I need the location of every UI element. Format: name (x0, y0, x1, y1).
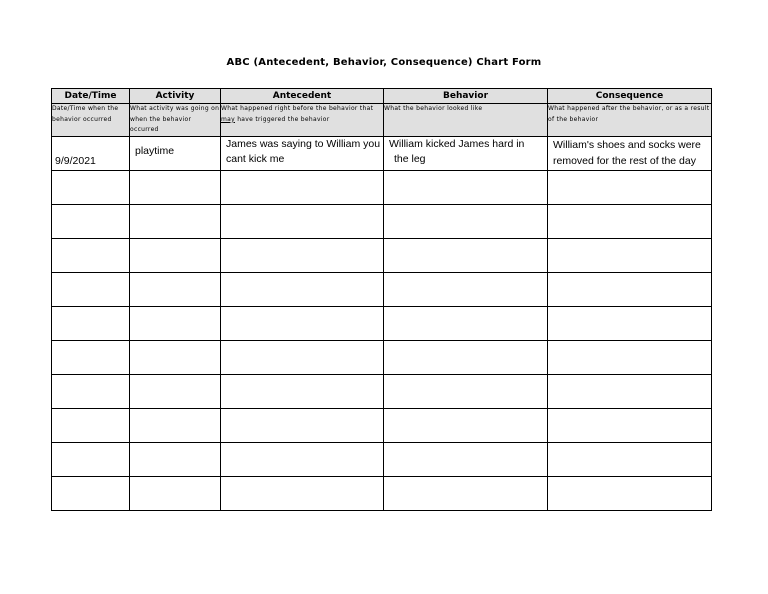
antecedent-description-pre: What happened right before the behavior that (221, 105, 374, 112)
table-row (52, 204, 712, 238)
cell-date-time[interactable] (52, 272, 130, 306)
column-description-consequence: What happened after the behavior, or as a result of the behavior (548, 104, 712, 137)
cell-consequence[interactable] (548, 476, 712, 510)
column-header-activity: Activity (130, 89, 221, 104)
cell-consequence[interactable] (548, 374, 712, 408)
cell-date-time[interactable] (52, 204, 130, 238)
cell-antecedent[interactable] (221, 408, 384, 442)
table-row (52, 476, 712, 510)
column-description-activity: What activity was going on when the behavior occurred (130, 104, 221, 137)
cell-antecedent[interactable] (221, 340, 384, 374)
cell-activity[interactable] (130, 170, 221, 204)
cell-activity[interactable] (130, 476, 221, 510)
cell-consequence[interactable] (548, 442, 712, 476)
table-row (52, 238, 712, 272)
cell-activity[interactable] (130, 306, 221, 340)
cell-behavior[interactable] (384, 442, 548, 476)
cell-antecedent[interactable] (221, 272, 384, 306)
cell-antecedent[interactable] (221, 442, 384, 476)
antecedent-description-emphasis: may (221, 115, 235, 123)
cell-date-time[interactable] (52, 340, 130, 374)
cell-consequence[interactable] (548, 408, 712, 442)
cell-behavior[interactable] (384, 408, 548, 442)
cell-antecedent[interactable] (221, 476, 384, 510)
cell-activity[interactable] (130, 136, 221, 170)
cell-consequence[interactable] (548, 238, 712, 272)
table-row (52, 136, 712, 170)
column-description-antecedent (221, 104, 384, 137)
cell-date-time[interactable] (52, 306, 130, 340)
behavior-value-line1: William kicked James hard in (389, 137, 525, 150)
cell-consequence[interactable] (548, 204, 712, 238)
cell-antecedent[interactable] (221, 374, 384, 408)
table-row (52, 442, 712, 476)
cell-activity[interactable] (130, 340, 221, 374)
empty-rows (52, 170, 712, 510)
cell-activity[interactable] (130, 442, 221, 476)
cell-antecedent[interactable] (221, 204, 384, 238)
cell-date-time[interactable] (52, 170, 130, 204)
table-row (52, 170, 712, 204)
consequence-value-line2: removed for the rest of the day (553, 154, 696, 167)
cell-date-time[interactable] (52, 442, 130, 476)
column-description-behavior: What the behavior looked like (384, 104, 548, 137)
cell-date-time[interactable] (52, 238, 130, 272)
table-row (52, 272, 712, 306)
cell-antecedent[interactable] (221, 306, 384, 340)
header-row (52, 89, 712, 104)
description-row (52, 104, 712, 137)
table-row (52, 340, 712, 374)
cell-behavior[interactable] (384, 272, 548, 306)
date-time-value: 9/9/2021 (55, 154, 96, 167)
column-description-date-time: Date/Time when the behavior occurred (52, 104, 130, 137)
table-row (52, 408, 712, 442)
cell-antecedent[interactable] (221, 136, 384, 170)
column-header-date-time: Date/Time (52, 89, 130, 104)
cell-behavior[interactable] (384, 340, 548, 374)
cell-activity[interactable] (130, 408, 221, 442)
cell-date-time[interactable] (52, 476, 130, 510)
cell-antecedent[interactable] (221, 170, 384, 204)
cell-behavior[interactable] (384, 204, 548, 238)
table-row (52, 306, 712, 340)
cell-date-time[interactable] (52, 408, 130, 442)
cell-antecedent[interactable] (221, 238, 384, 272)
cell-behavior[interactable] (384, 136, 548, 170)
cell-behavior[interactable] (384, 374, 548, 408)
cell-date-time[interactable] (52, 136, 130, 170)
cell-behavior[interactable] (384, 476, 548, 510)
antecedent-value-line1: James was saying to William you (226, 137, 381, 150)
cell-behavior[interactable] (384, 170, 548, 204)
cell-consequence[interactable] (548, 136, 712, 170)
consequence-value-line1: William's shoes and socks were (553, 138, 701, 151)
table-row (52, 374, 712, 408)
column-header-behavior: Behavior (384, 89, 548, 104)
cell-activity[interactable] (130, 204, 221, 238)
abc-chart-table (51, 88, 712, 511)
column-header-antecedent: Antecedent (221, 89, 384, 104)
cell-consequence[interactable] (548, 272, 712, 306)
cell-activity[interactable] (130, 238, 221, 272)
cell-activity[interactable] (130, 272, 221, 306)
antecedent-value-line2: cant kick me (226, 152, 285, 165)
cell-behavior[interactable] (384, 238, 548, 272)
cell-date-time[interactable] (52, 374, 130, 408)
form-title: ABC (Antecedent, Behavior, Consequence) Chart Form (226, 57, 542, 68)
cell-consequence[interactable] (548, 306, 712, 340)
activity-value: playtime (135, 144, 175, 157)
column-header-consequence: Consequence (548, 89, 712, 104)
cell-consequence[interactable] (548, 170, 712, 204)
cell-behavior[interactable] (384, 306, 548, 340)
cell-consequence[interactable] (548, 340, 712, 374)
behavior-value-line2: the leg (394, 152, 426, 165)
cell-activity[interactable] (130, 374, 221, 408)
antecedent-description-post: have triggered the behavior (234, 115, 330, 123)
